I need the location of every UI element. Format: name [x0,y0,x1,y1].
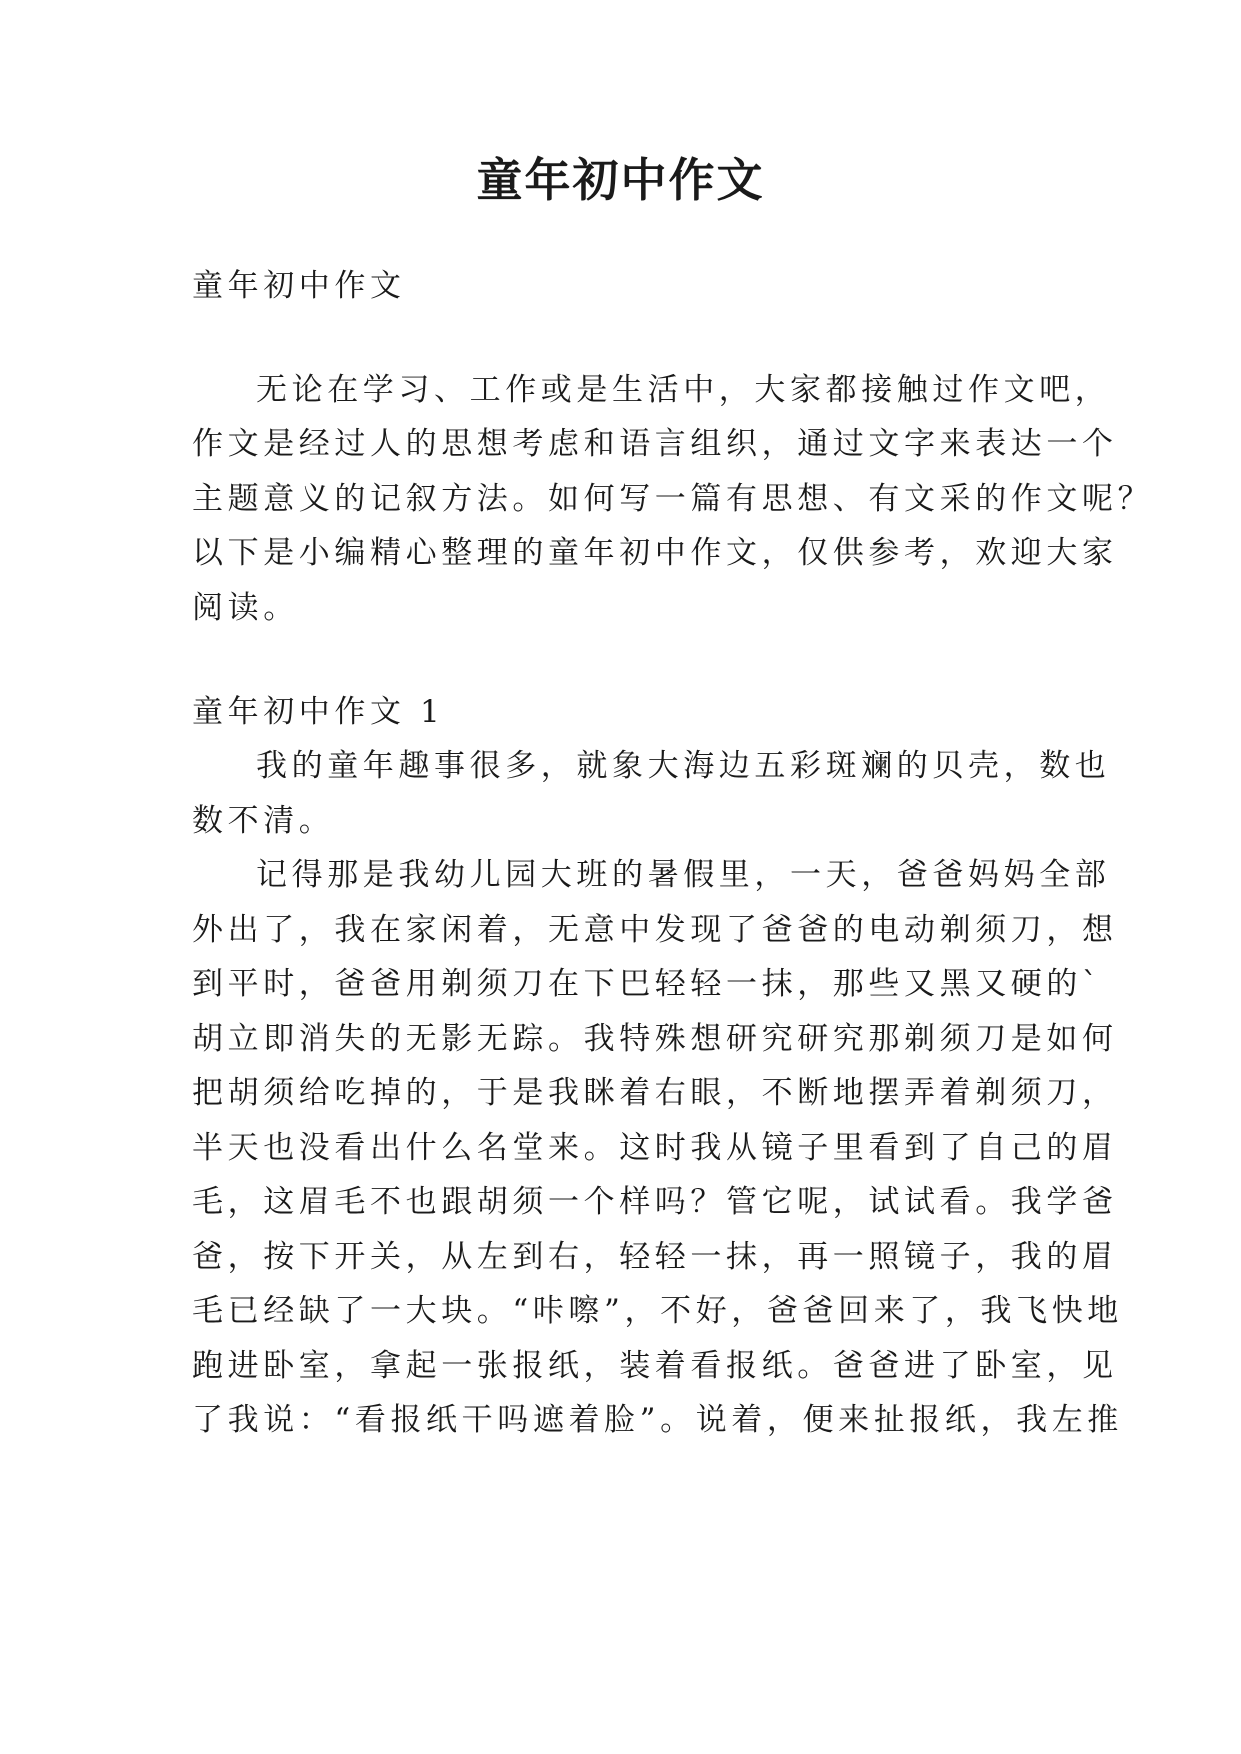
intro-line: 阅读。 [192,590,299,626]
intro-line: 无论在学习、工作或是生活中，大家都接触过作文吧， [256,372,1111,408]
paragraph-line: 把胡须给吃掉的，于是我眯着右眼，不断地摆弄着剃须刀， [192,1075,1118,1111]
paragraph-line: 毛，这眉毛不也跟胡须一个样吗？管它呢，试试看。我学爸 [192,1184,1118,1220]
paragraph-line: 外出了，我在家闲着，无意中发现了爸爸的电动剃须刀，想 [192,912,1118,948]
paragraph-line: 毛已经缺了一大块。“咔嚓”，不好，爸爸回来了，我飞快地 [192,1293,1123,1329]
paragraph-line: 数不清。 [192,803,335,839]
section-heading: 童年初中作文 1 [192,694,445,730]
paragraph-line: 我的童年趣事很多，就象大海边五彩斑斓的贝壳，数也 [256,748,1111,784]
subtitle: 童年初中作文 [192,268,406,304]
intro-line: 主题意义的记叙方法。如何写一篇有思想、有文采的作文呢？ [192,481,1154,517]
intro-line: 以下是小编精心整理的童年初中作文，仅供参考，欢迎大家 [192,535,1118,571]
intro-line: 作文是经过人的思想考虑和语言组织，通过文字来表达一个 [192,426,1118,462]
paragraph-line: 跑进卧室，拿起一张报纸，装着看报纸。爸爸进了卧室，见 [192,1348,1118,1384]
document-title: 童年初中作文 [476,153,765,207]
paragraph-line: 胡立即消失的无影无踪。我特殊想研究研究那剃须刀是如何 [192,1021,1118,1057]
paragraph-line: 了我说：“看报纸干吗遮着脸”。说着，便来扯报纸，我左推 [192,1402,1123,1438]
paragraph-line: 半天也没看出什么名堂来。这时我从镜子里看到了自己的眉 [192,1130,1118,1166]
paragraph-line: 爸，按下开关，从左到右，轻轻一抹，再一照镜子，我的眉 [192,1239,1118,1275]
paragraph-line: 到平时，爸爸用剃须刀在下巴轻轻一抹，那些又黑又硬的` [192,966,1103,1002]
paragraph-line: 记得那是我幼儿园大班的暑假里，一天，爸爸妈妈全部 [256,857,1111,893]
